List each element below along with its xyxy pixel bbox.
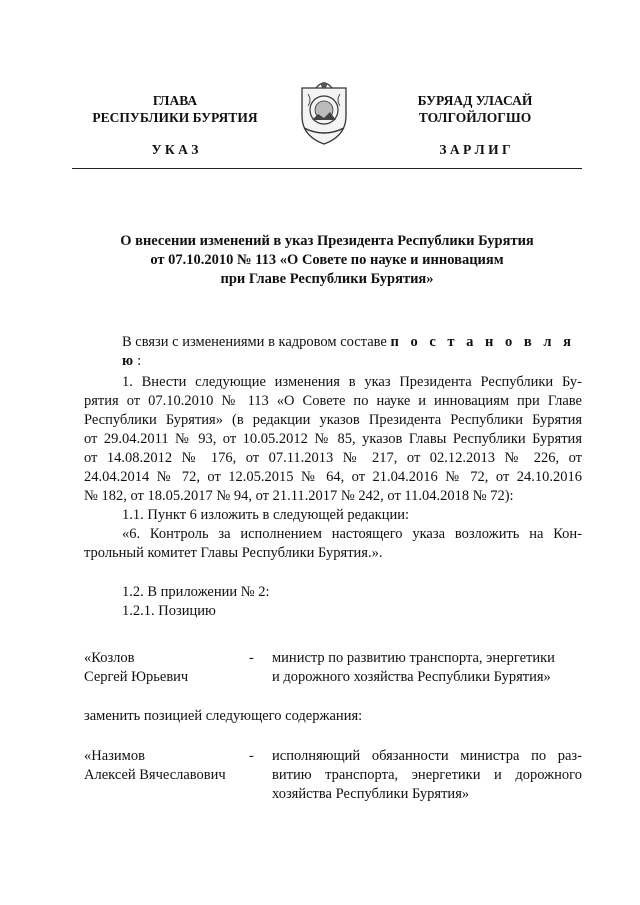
old-position-surname: «Козлов bbox=[84, 650, 135, 666]
new-position-surname: «Назимов bbox=[84, 748, 145, 764]
coat-of-arms-icon bbox=[298, 76, 350, 146]
document-title bbox=[72, 232, 582, 289]
item6-line-2: трольный комитет Главы Республики Бурятия.». bbox=[84, 545, 383, 561]
new-position-desc-2: витию транспорта, энергетики и дорожного bbox=[272, 767, 582, 783]
title-line-1: О внесении изменений в указ Президента Республики Бурятия bbox=[120, 233, 534, 249]
item1-line-1: 1. Внести следующие изменения в указ Президента Республики Бу- bbox=[122, 374, 582, 390]
old-position-desc-1: министр по развитию транспорта, энергетики bbox=[272, 650, 555, 666]
issuer-right-line1: БУРЯАД УЛАСАЙ bbox=[417, 93, 533, 108]
title-line-3: при Главе Республики Бурятия» bbox=[220, 271, 434, 287]
issuer-left-line2: РЕСПУБЛИКИ БУРЯТИЯ bbox=[92, 110, 258, 125]
preamble-tail: : bbox=[137, 353, 142, 369]
old-position-desc-2: и дорожного хозяйства Республики Бурятия» bbox=[272, 669, 551, 685]
header-divider bbox=[72, 168, 582, 169]
issuer-left bbox=[60, 92, 290, 126]
doc-type-left: У К А З bbox=[151, 142, 199, 157]
issuer-right-line2: ТОЛГОЙЛОГШО bbox=[418, 110, 532, 125]
item1-line-3: Республики Бурятия» (в редакции указов Президента Республики Бурятия bbox=[84, 412, 582, 428]
doc-type-right: З А Р Л И Г bbox=[439, 142, 511, 157]
new-position-desc-3: хозяйства Республики Бурятия» bbox=[272, 786, 470, 802]
item-1-2: 1.2. В приложении № 2: bbox=[122, 584, 270, 600]
new-position-dash: - bbox=[249, 748, 254, 764]
new-position-desc-1: исполняющий обязанности министра по раз- bbox=[272, 748, 582, 764]
item1-line-5: от 14.08.2012 № 176, от 07.11.2013 № 217, от 02.12.2013 № 226, от bbox=[84, 450, 582, 466]
replace-instruction: заменить позицией следующего содержания: bbox=[84, 708, 363, 724]
preamble-text: В связи с изменениями в кадровом составе bbox=[122, 334, 391, 350]
preamble bbox=[122, 333, 582, 371]
old-position-name: Сергей Юрьевич bbox=[84, 669, 189, 685]
item-1-1: 1.1. Пункт 6 изложить в следующей редакции: bbox=[122, 507, 410, 523]
item-1-2-1: 1.2.1. Позицию bbox=[122, 603, 216, 619]
preamble-decree-word: п о с т а н о в л я ю bbox=[122, 334, 575, 369]
title-line-2: от 07.10.2010 № 113 «О Совете по науке и инновациям bbox=[150, 252, 504, 268]
issuer-right bbox=[360, 92, 590, 126]
issuer-left-line1: ГЛАВА bbox=[152, 93, 198, 108]
item6-line-1: «6. Контроль за исполнением настоящего указа возложить на Кон- bbox=[122, 526, 582, 542]
item1-line-7: № 182, от 18.05.2017 № 94, от 21.11.2017 № 242, от 11.04.2018 № 72): bbox=[84, 488, 514, 504]
old-position-dash: - bbox=[249, 650, 254, 666]
item1-line-4: от 29.04.2011 № 93, от 10.05.2012 № 85, указов Главы Республики Бурятия bbox=[84, 431, 582, 447]
item1-line-6: 24.04.2014 № 72, от 12.05.2015 № 64, от 21.04.2016 № 72, от 24.10.2016 bbox=[84, 469, 582, 485]
new-position-name: Алексей Вячеславович bbox=[84, 767, 226, 783]
item1-line-2: рятия от 07.10.2010 № 113 «О Совете по науке и инновациям при Главе bbox=[84, 393, 582, 409]
